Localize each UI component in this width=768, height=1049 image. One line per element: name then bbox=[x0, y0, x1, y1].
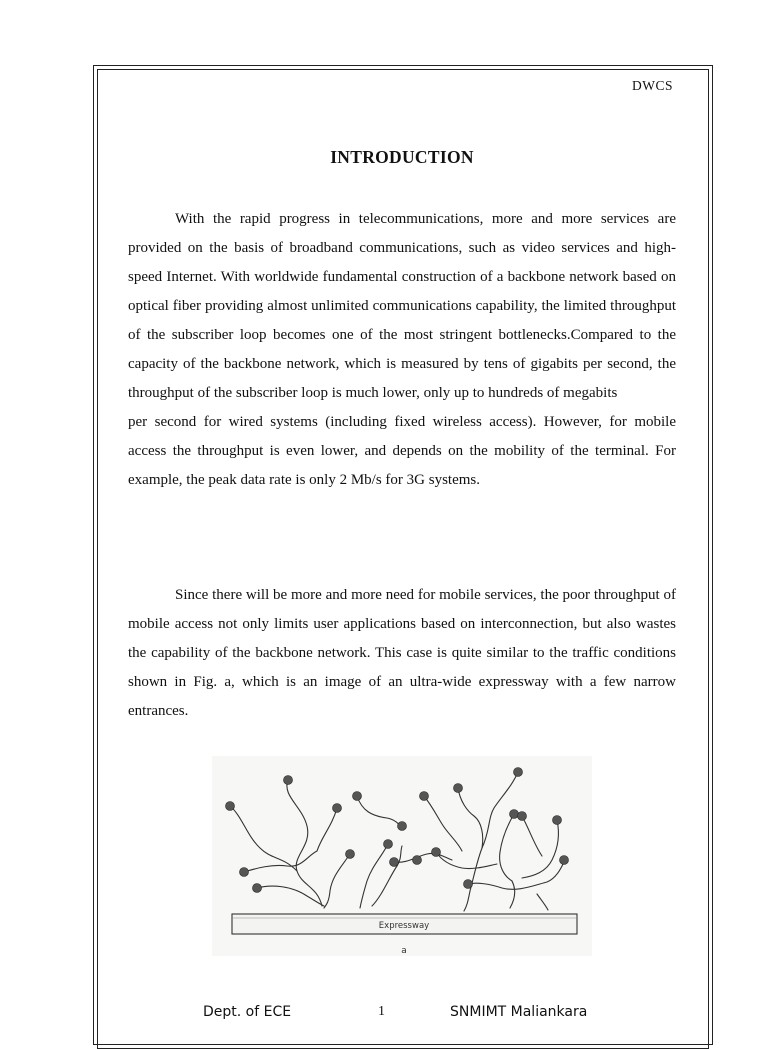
page-footer bbox=[0, 1004, 768, 1024]
figure-caption: a bbox=[401, 946, 407, 956]
node-dot bbox=[353, 792, 362, 801]
branch-line bbox=[244, 851, 317, 872]
branch-line bbox=[324, 854, 350, 908]
branch-line bbox=[458, 788, 483, 848]
footer-department: Dept. of ECE bbox=[203, 1004, 292, 1020]
paragraph-2 bbox=[128, 581, 676, 726]
node-dot bbox=[518, 812, 527, 821]
footer-institution: SNMIMT Maliankara bbox=[450, 1004, 588, 1020]
node-dot bbox=[346, 850, 355, 859]
branch-line bbox=[436, 852, 497, 869]
node-dot bbox=[253, 884, 262, 893]
node-dot bbox=[333, 804, 342, 813]
node-dot bbox=[413, 856, 422, 865]
footer-page-number: 1 bbox=[378, 1004, 385, 1019]
branch-line bbox=[372, 846, 402, 906]
node-dot bbox=[390, 858, 399, 867]
node-dot bbox=[464, 880, 473, 889]
branch-line bbox=[394, 853, 452, 862]
section-title: INTRODUCTION bbox=[330, 147, 474, 167]
branch-line bbox=[537, 894, 548, 910]
node-dot bbox=[240, 868, 249, 877]
node-dot bbox=[284, 776, 293, 785]
running-header: DWCS bbox=[631, 78, 673, 93]
node-dot bbox=[398, 822, 407, 831]
node-dot bbox=[384, 840, 393, 849]
expressway-diagram bbox=[212, 756, 592, 956]
node-dot bbox=[510, 810, 519, 819]
branch-line bbox=[424, 796, 462, 851]
branch-line bbox=[500, 814, 514, 881]
branch-line bbox=[357, 796, 402, 828]
paragraph-1 bbox=[128, 205, 676, 495]
branch-line bbox=[257, 886, 324, 906]
node-dot bbox=[553, 816, 562, 825]
figure-expressway bbox=[212, 756, 592, 956]
branch-line bbox=[317, 808, 337, 851]
paragraph-2-text: Since there will be more and more need for mobile services, the poor throughput of mobile access not only limits user applications based on interconnection, but also wastes the capability of the backbone network. This case is quite similar to the traffic conditions shown in Fig. a, which is an image of an ultra-wide expressway with a few narrow entrances. bbox=[128, 587, 676, 719]
node-dot bbox=[514, 768, 523, 777]
branch-line bbox=[230, 806, 297, 871]
paragraph-1-part-a: With the rapid progress in telecommunications, more and more services are provided on the basis of broadband communications, such as video services and high-speed Internet. With worldwide fundamental construction of a backbone network based on optical fiber providing almost unlimited communications capability, the limited throughput of the subscriber loop becomes one of the most stringent bottlenecks.Compared to the capacity of the backbone network, which is measured by tens of gigabits per second, the throughput of the subscriber loop is much lower, only up to hundreds of megabits bbox=[128, 211, 676, 401]
node-dot bbox=[432, 848, 441, 857]
branch-line bbox=[287, 780, 322, 906]
node-dot bbox=[226, 802, 235, 811]
expressway-label: Expressway bbox=[378, 921, 430, 931]
branch-line bbox=[360, 844, 388, 908]
branch-line bbox=[522, 816, 542, 856]
branch-line bbox=[468, 862, 564, 889]
branch-line bbox=[522, 820, 558, 878]
node-dot bbox=[454, 784, 463, 793]
node-dot bbox=[420, 792, 429, 801]
branch-line bbox=[510, 881, 515, 908]
paragraph-1-part-b: per second for wired systems (including fixed wireless access). However, for mobile access the throughput is even lower, and depends on the mobility of the terminal. For example, the peak data rate is only 2 Mb/s for 3G systems. bbox=[128, 414, 676, 488]
node-dot bbox=[560, 856, 569, 865]
